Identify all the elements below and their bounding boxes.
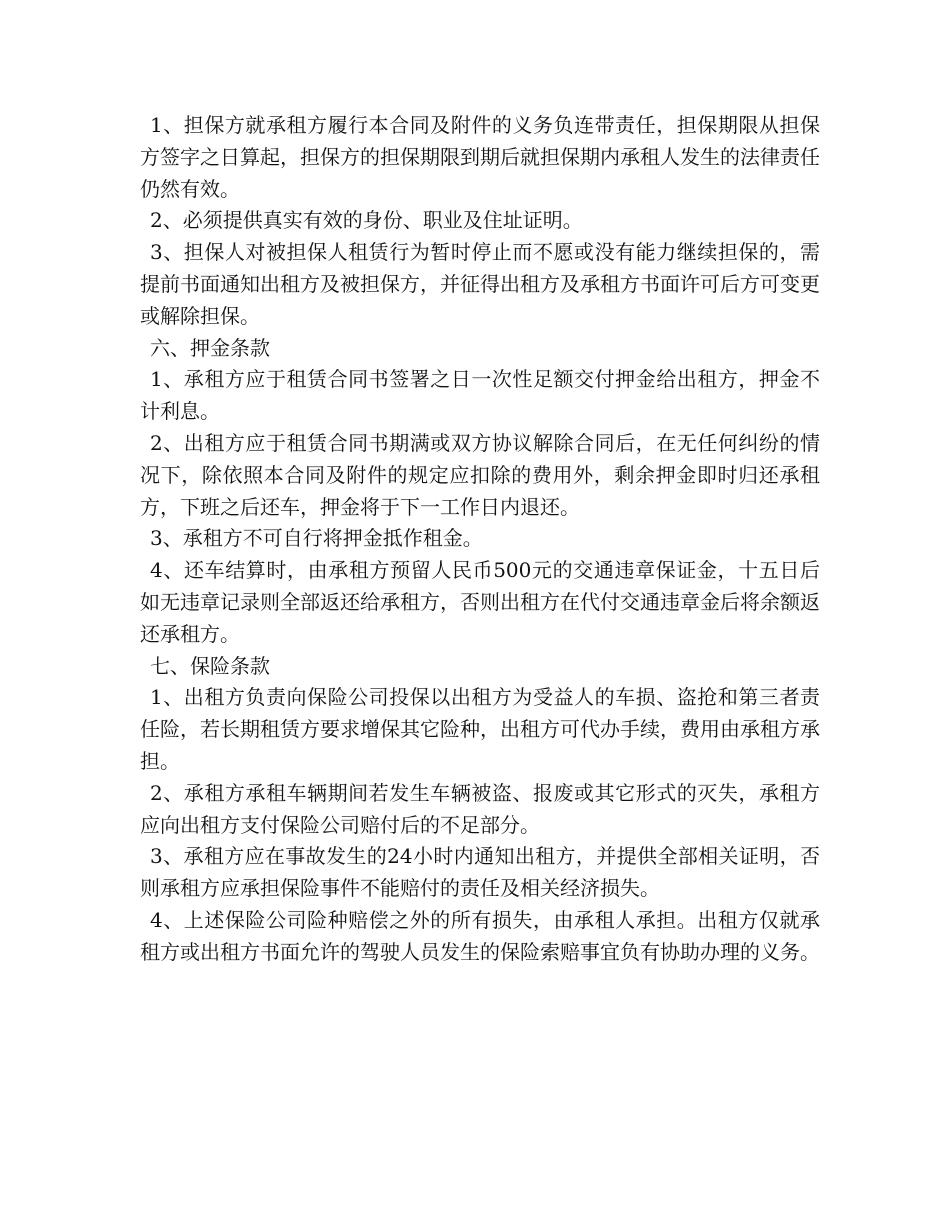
section-heading-insurance: 七、保险条款 bbox=[150, 653, 270, 678]
clause-insurance-3: 3、承租方应在事故发生的24小时内通知出租方，并提供全部相关证明，否则承租方应承担保险事件不能赔付的责任及相关经济损失。 bbox=[140, 844, 820, 901]
clause-deposit-4: 4、还车结算时，由承租方预留人民币500元的交通违章保证金，十五日后如无违章记录则全部返还给承租方，否则出租方在代付交通违章金后将余额返还承租方。 bbox=[140, 558, 820, 646]
clause-guarantee-3: 3、担保人对被担保人租赁行为暂时停止而不愿或没有能力继续担保的，需提前书面通知出租方及被担保方，并征得出租方及承租方书面许可后方可变更或解除担保。 bbox=[140, 240, 820, 328]
clause-insurance-1: 1、出租方负责向保险公司投保以出租方为受益人的车损、盗抢和第三者责任险，若长期租赁方要求增保其它险种，出租方可代办手续，费用由承租方承担。 bbox=[140, 685, 820, 773]
clause-deposit-1: 1、承租方应于租赁合同书签署之日一次性足额交付押金给出租方，押金不计利息。 bbox=[140, 367, 820, 424]
document-page bbox=[140, 110, 820, 969]
clause-deposit-3: 3、承租方不可自行将押金抵作租金。 bbox=[150, 526, 483, 551]
section-heading-deposit: 六、押金条款 bbox=[150, 335, 270, 360]
clause-insurance-2: 2、承租方承租车辆期间若发生车辆被盗、报废或其它形式的灭失，承租方应向出租方支付保险公司赔付后的不足部分。 bbox=[140, 780, 820, 837]
clause-insurance-4: 4、上述保险公司险种赔偿之外的所有损失，由承租人承担。出租方仅就承租方或出租方书面允许的驾驶人员发生的保险索赔事宜负有协助办理的义务。 bbox=[140, 907, 820, 964]
clause-guarantee-1: 1、担保方就承租方履行本合同及附件的义务负连带责任，担保期限从担保方签字之日算起，担保方的担保期限到期后就担保期内承租人发生的法律责任仍然有效。 bbox=[140, 113, 820, 201]
clause-guarantee-2: 2、必须提供真实有效的身份、职业及住址证明。 bbox=[150, 208, 583, 233]
clause-deposit-2: 2、出租方应于租赁合同书期满或双方协议解除合同后，在无任何纠纷的情况下，除依照本合同及附件的规定应扣除的费用外，剩余押金即时归还承租方，下班之后还车，押金将于下一工作日内退还。 bbox=[140, 430, 820, 519]
